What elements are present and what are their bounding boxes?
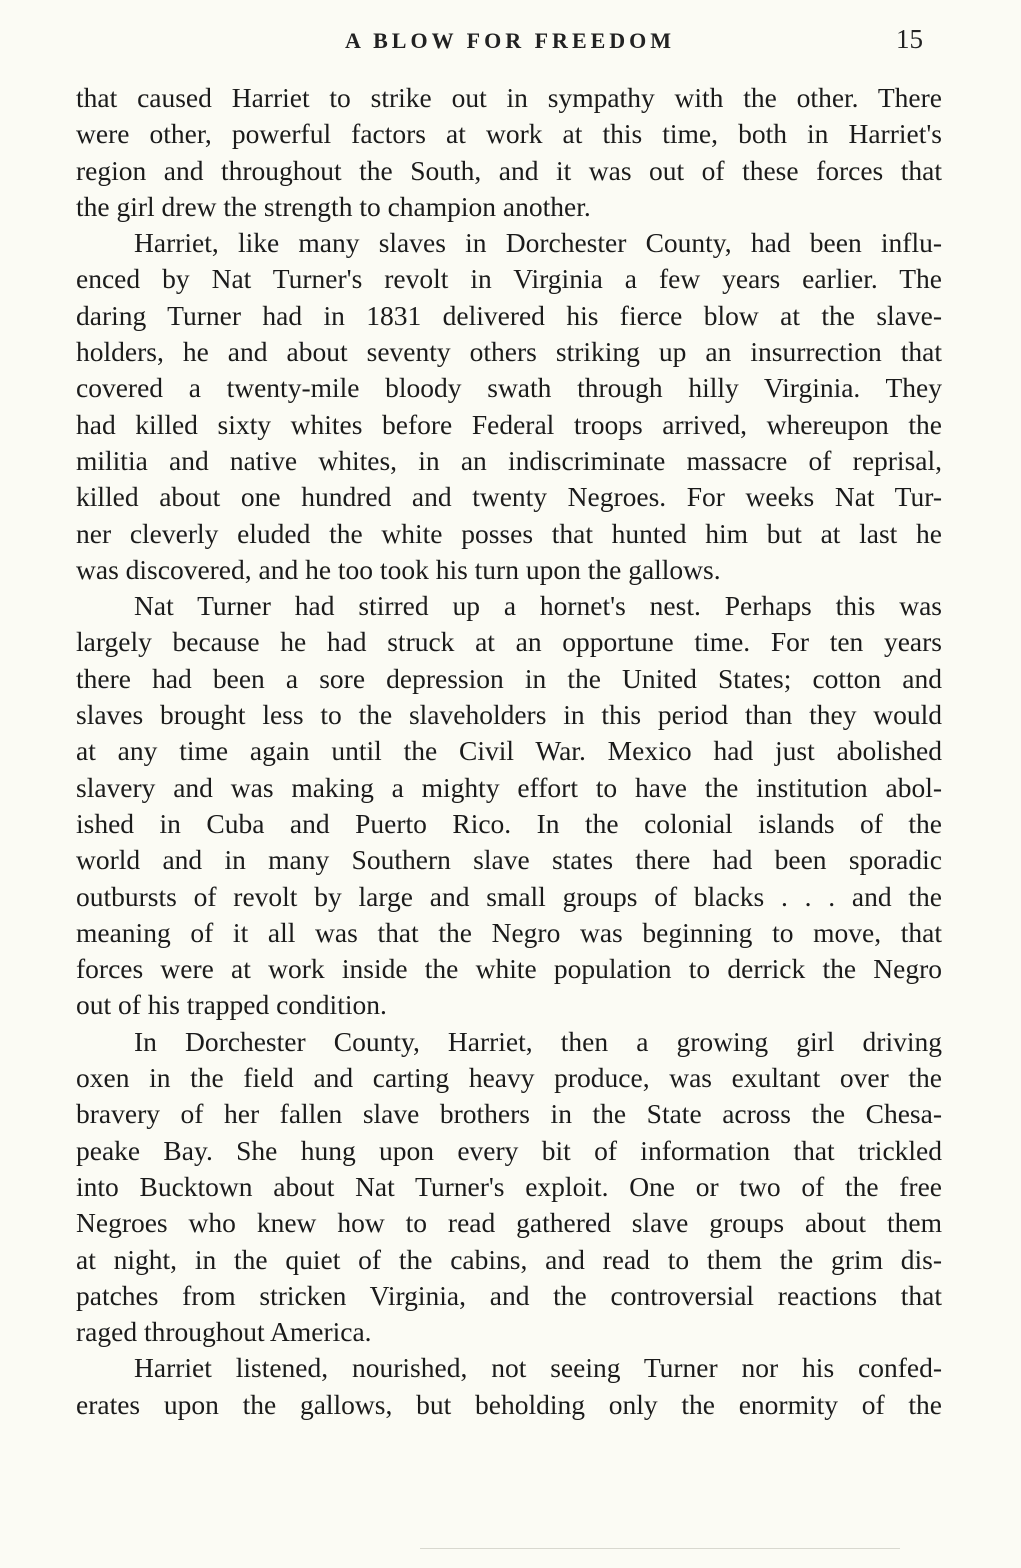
- text-line: region and throughout the South, and it was out of these forces that: [76, 154, 942, 186]
- text-line: erates upon the gallows, but beholding only the enormity of the: [76, 1388, 942, 1420]
- text-line: Nat Turner had stirred up a hornet's nest. Perhaps this was: [134, 590, 942, 622]
- text-line: Harriet, like many slaves in Dorchester County, had been influ-: [134, 227, 942, 259]
- text-line: into Bucktown about Nat Turner's exploit. One or two of the free: [76, 1170, 942, 1202]
- text-line: killed about one hundred and twenty Negroes. For weeks Nat Tur-: [76, 481, 942, 513]
- text-line: Negroes who knew how to read gathered slave groups about them: [76, 1207, 942, 1239]
- running-title: A BLOW FOR FREEDOM: [344, 28, 676, 53]
- running-head: [0, 22, 1021, 56]
- text-line: had killed sixty whites before Federal troops arrived, whereupon the: [76, 408, 942, 440]
- page-number: 15: [896, 24, 923, 54]
- text-line: largely because he had struck at an opportune time. For ten years: [76, 626, 942, 658]
- text-line: holders, he and about seventy others striking up an insurrection that: [76, 336, 942, 368]
- text-line: covered a twenty-mile bloody swath through hilly Virginia. They: [76, 372, 942, 404]
- text-line: were other, powerful factors at work at this time, both in Harriet's: [76, 118, 942, 150]
- scan-edge-rule: [420, 1548, 900, 1549]
- text-line: peake Bay. She hung upon every bit of information that trickled: [76, 1134, 942, 1166]
- body-text: [76, 80, 942, 1423]
- text-line: meaning of it all was that the Negro was beginning to move, that: [76, 916, 942, 948]
- text-line: In Dorchester County, Harriet, then a growing girl driving: [134, 1025, 942, 1057]
- text-line: slavery and was making a mighty effort to have the institution abol-: [76, 771, 942, 803]
- text-line: there had been a sore depression in the United States; cotton and: [76, 662, 942, 694]
- text-line: oxen in the field and carting heavy produce, was exultant over the: [76, 1062, 942, 1094]
- text-line: world and in many Southern slave states there had been sporadic: [76, 844, 942, 876]
- text-line: outbursts of revolt by large and small groups of blacks . . . and the: [76, 880, 942, 912]
- text-line: that caused Harriet to strike out in sympathy with the other. There: [76, 82, 942, 113]
- text-line: was discovered, and he too took his turn upon the gallows.: [76, 553, 721, 585]
- text-line: slaves brought less to the slaveholders in this period than they would: [76, 699, 942, 731]
- text-line: Harriet listened, nourished, not seeing Turner nor his confed-: [134, 1352, 942, 1384]
- text-line: militia and native whites, in an indiscriminate massacre of reprisal,: [76, 444, 942, 476]
- text-line: bravery of her fallen slave brothers in the State across the Chesa-: [76, 1098, 942, 1130]
- text-line: patches from stricken Virginia, and the controversial reactions that: [76, 1279, 942, 1311]
- text-line: at any time again until the Civil War. Mexico had just abolished: [76, 735, 942, 767]
- text-line: forces were at work inside the white population to derrick the Negro: [76, 953, 942, 985]
- text-line: daring Turner had in 1831 delivered his fierce blow at the slave-: [76, 299, 942, 331]
- text-line: ished in Cuba and Puerto Rico. In the colonial islands of the: [76, 807, 942, 839]
- text-line: ner cleverly eluded the white posses that hunted him but at last he: [76, 517, 942, 549]
- text-line: raged throughout America.: [76, 1316, 372, 1348]
- text-line: the girl drew the strength to champion another.: [76, 190, 591, 222]
- text-line: at night, in the quiet of the cabins, and read to them the grim dis-: [76, 1243, 942, 1275]
- text-line: out of his trapped condition.: [76, 989, 387, 1021]
- text-line: enced by Nat Turner's revolt in Virginia a few years earlier. The: [76, 263, 942, 295]
